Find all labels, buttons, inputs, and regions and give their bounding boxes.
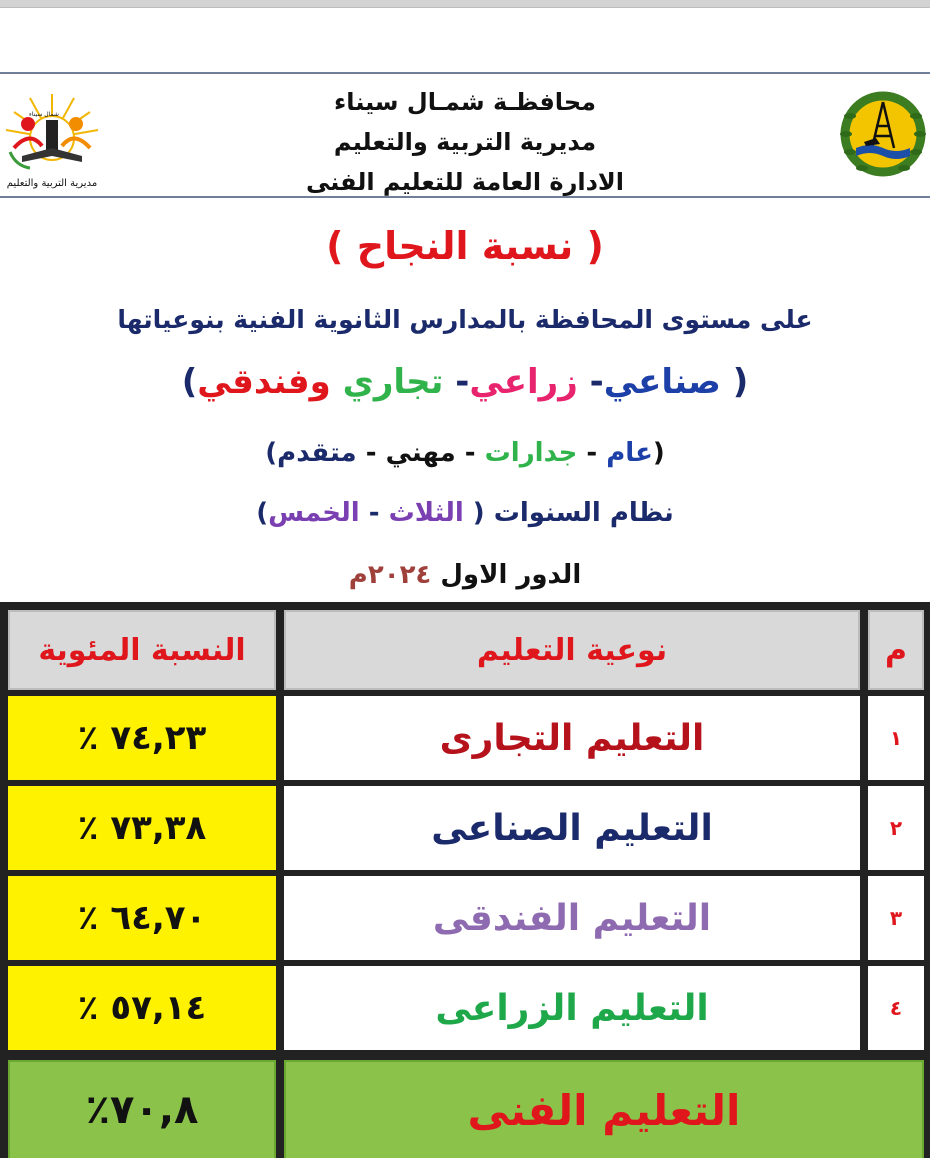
scope-subtitle: على مستوى المحافظة بالمدارس الثانوية الفنية بنوعياتها [117, 305, 813, 334]
north-sinai-emblem [836, 86, 930, 186]
row-pct: ٦٤,٧٠ ٪ [8, 876, 276, 960]
vocational-label: مهني [385, 438, 456, 468]
education-directorate-logo [0, 86, 104, 194]
page-title: ( نسبة النجاح ) [326, 224, 604, 268]
round-label: الدور الاول [431, 560, 582, 590]
dash: - [577, 362, 604, 402]
general-label: عام [606, 438, 653, 468]
row-pct: ٧٤,٢٣ ٪ [8, 696, 276, 780]
row-type: التعليم التجارى [284, 696, 860, 780]
industrial-label: صناعي [603, 362, 721, 402]
paren-close: ) [265, 438, 278, 468]
row-type: التعليم الزراعى [284, 966, 860, 1050]
dash: - [455, 438, 485, 468]
row-type: التعليم الصناعى [284, 786, 860, 870]
paren-open: ( [652, 438, 665, 468]
paren-open: ( [720, 362, 749, 402]
years-system-line [0, 498, 930, 528]
row-num: ٢ [868, 786, 924, 870]
five-years-label: الخمس [268, 498, 360, 528]
paren-close: ) [256, 498, 269, 528]
dash: - [356, 438, 386, 468]
top-bar [0, 0, 930, 8]
dash: - [577, 438, 607, 468]
row-pct: ٥٧,١٤ ٪ [8, 966, 276, 1050]
tracks-line [0, 438, 930, 468]
svg-text:شمال سيناء: شمال سيناء [29, 111, 59, 118]
dash: - [443, 362, 470, 402]
header-text [250, 82, 680, 202]
paren-open: ( [463, 498, 485, 528]
row-num: ١ [868, 696, 924, 780]
row-num: ٤ [868, 966, 924, 1050]
row-pct: ٧٣,٣٨ ٪ [8, 786, 276, 870]
advanced-label: متقدم [277, 438, 357, 468]
dash: - [359, 498, 389, 528]
jadarat-label: جدارات [484, 438, 578, 468]
header-type: نوعية التعليم [284, 610, 860, 690]
three-years-label: الثلاث [388, 498, 464, 528]
svg-text:مديرية التربية والتعليم: مديرية التربية والتعليم [6, 178, 98, 189]
total-type: التعليم الفنى [284, 1060, 924, 1158]
header-bottom-rule [0, 196, 930, 198]
exam-round-line [0, 560, 930, 590]
governorate-name: محافظـة شمـال سيناء [334, 88, 596, 116]
row-num: ٣ [868, 876, 924, 960]
specialties-line [0, 362, 930, 402]
total-pct: ٧٠,٨٪ [8, 1060, 276, 1158]
directorate-name: مديرية التربية والتعليم [333, 128, 597, 156]
header-num: م [868, 610, 924, 690]
header-top-rule [0, 72, 930, 74]
paren-close: ) [181, 362, 198, 402]
hotel-label: وفندقي [197, 362, 343, 402]
years-prefix: نظام السنوات [484, 498, 674, 528]
administration-name: الادارة العامة للتعليم الفنى [305, 168, 625, 196]
year-label: ٢٠٢٤م [348, 560, 432, 590]
results-table [0, 602, 930, 1158]
header-pct: النسبة المئوية [8, 610, 276, 690]
commercial-label: تجاري [342, 362, 444, 402]
row-type: التعليم الفندقى [284, 876, 860, 960]
agricultural-label: زراعي [469, 362, 578, 402]
